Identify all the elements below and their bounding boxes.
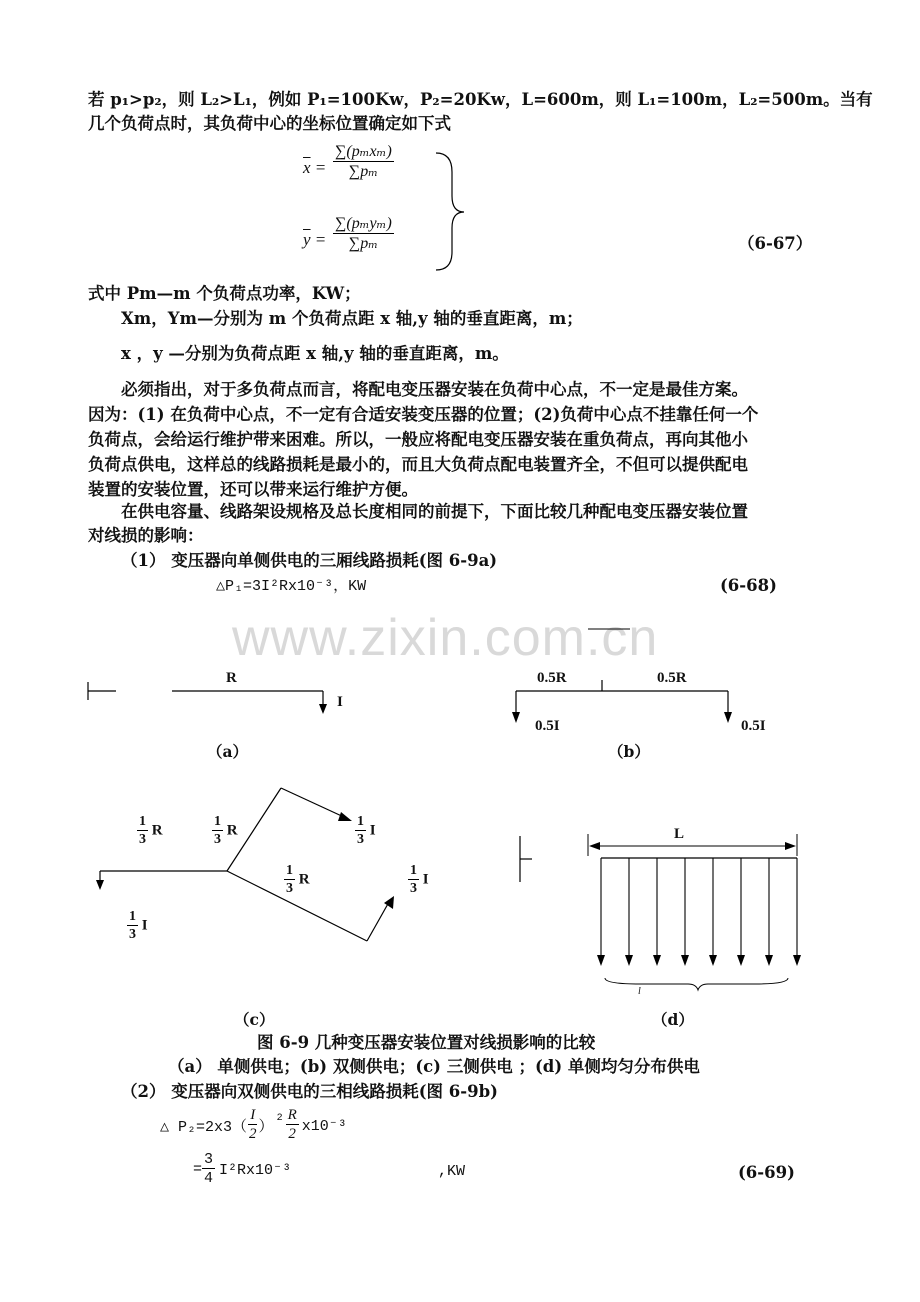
eq667-x-fraction: $\frac{\text{∑(pₘxₘ)}}{\text{∑pₘ}}$: [335, 143, 392, 180]
para1-line1: 若 p₁>p₂，则 L₂>L₁，例如 P₁=100Kw，P₂=20Kw，L=600m，则 L₁=100m，L₂=500m。当有: [88, 90, 873, 109]
figure-caption: 图 6-9 几种变压器安装位置对线损影响的比较: [257, 1033, 596, 1052]
eq669-number: (6-69): [738, 1163, 795, 1182]
figure-subcaption: （a） 单侧供电；(b) 双侧供电；(c) 三侧供电 ；(d) 单侧均匀分布供电: [168, 1057, 700, 1076]
item1-heading: （1） 变压器向单侧供电的三厢线路损耗(图 6-9a): [121, 551, 498, 570]
para2-line5: 装置的安装位置，还可以带来运行维护方便。: [88, 480, 418, 499]
para3-line2: 对线损的影响：: [88, 526, 204, 545]
eq667-x-lhs: $\overline{x}$ =: [303, 158, 327, 177]
fig-b-caption: （b）: [608, 742, 650, 761]
item2-heading: （2） 变压器向双侧供电的三相线路损耗(图 6-9b): [121, 1082, 498, 1101]
eq667-number: （6-67）: [738, 234, 813, 253]
eq667-y-lhs: $\overline{y}$ =: [303, 230, 327, 249]
eq668-formula: △P₁=3I²Rx10⁻³，KW: [216, 578, 367, 595]
fig-b-I1-label: 0.5I: [535, 718, 560, 734]
fig-c-R-left-label: $\frac{1}{3}$ R: [139, 814, 163, 847]
eq667-y-fraction: $\frac{\text{∑(pₘyₘ)}}{\text{∑pₘ}}$: [335, 215, 392, 252]
fig-c-caption: （c）: [234, 1010, 275, 1029]
def-line1: 式中 Pm—m 个负荷点功率，KW；: [88, 284, 361, 303]
para1-line2: 几个负荷点时，其负荷中心的坐标位置确定如下式: [88, 114, 451, 133]
fig-a-diagram: [88, 682, 327, 714]
fig-a-caption: （a）: [207, 742, 249, 761]
fig-d-diagram: [520, 834, 801, 990]
fig-d-caption: （d）: [652, 1010, 694, 1029]
fig-b-R2-label: 0.5R: [657, 670, 687, 686]
fig-a-I-label: I: [337, 694, 343, 710]
fig-b-R1-label: 0.5R: [537, 670, 567, 686]
fig-c-R-mid-label: $\frac{1}{3}$ R: [214, 814, 238, 847]
eq669-line2: = $\frac{3}{4}$ I²Rx10⁻³: [193, 1151, 292, 1187]
fig-c-I-left-label: $\frac{1}{3}$ I: [129, 909, 148, 942]
para2-line2: 因为：(1) 在负荷中心点，不一定有合适安装变压器的位置；(2)负荷中心点不挂靠任何一个: [88, 405, 759, 424]
fig-b-I2-label: 0.5I: [741, 718, 766, 734]
eq669-line1: △ P₂=2x3（ $\frac{I}{2}$ ） 2 $\frac{R}{2}$ x10⁻³: [160, 1107, 347, 1142]
para2-line1: 必须指出，对于多负荷点而言，将配电变压器安装在负荷中心点，不一定是最佳方案。: [121, 380, 748, 399]
fig-d-l-label: l: [638, 986, 641, 997]
fig-a-R-label: R: [226, 670, 237, 686]
watermark: www.zixin.com.cn: [232, 609, 659, 667]
fig-d-L-label: L: [674, 826, 685, 842]
def-line2: Xm，Ym—分别为 m 个负荷点距 x 轴,y 轴的垂直距离，m；: [121, 309, 583, 328]
eq669-unit: ,KW: [438, 1163, 466, 1180]
para2-line3: 负荷点，会给运行维护带来困难。所以，一般应将配电变压器安装在重负荷点，再向其他小: [88, 430, 748, 449]
para2-line4: 负荷点供电，这样总的线路损耗是最小的，而且大负荷点配电装置齐全，不但可以提供配电: [88, 455, 748, 474]
fig-c-R-lower-label: $\frac{1}{3}$ R: [286, 863, 310, 896]
fig-c-I-right-label: $\frac{1}{3}$ I: [410, 863, 429, 896]
def-line3: x ，y —分别为负荷点距 x 轴,y 轴的垂直距离，m。: [121, 344, 509, 363]
fig-c-I-upper-label: $\frac{1}{3}$ I: [357, 814, 376, 847]
eq668-number: (6-68): [720, 576, 777, 595]
para3-line1: 在供电容量、线路架设规格及总长度相同的前提下，下面比较几种配电变压器安装位置: [121, 502, 748, 521]
